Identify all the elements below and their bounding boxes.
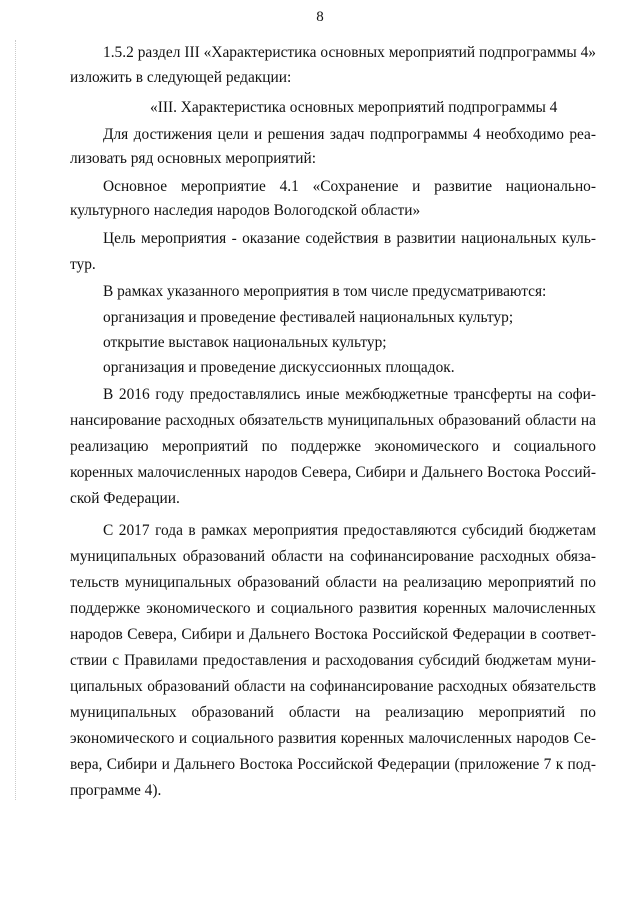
text-line: 1.5.2 раздел III «Характеристика основных мероприятий подпрограммы 4» [103, 44, 596, 61]
text-line: ской Федерации. [70, 490, 180, 507]
text-line: реализацию мероприятий по поддержке экономического и социального [70, 438, 596, 455]
text-line: В рамках указанного мероприятия в том числе предусматриваются: [103, 283, 547, 300]
text-line: В 2016 году предоставлялись иные межбюджетные трансферты на софи- [103, 386, 596, 403]
text-line: культурного наследия народов Вологодской области» [70, 202, 421, 219]
text-line: коренных малочисленных народов Севера, Сибири и Дальнего Востока Россий- [70, 464, 596, 481]
text-line: поддержке экономического и социального развития коренных малочисленных [70, 600, 596, 617]
text-line: экономического и социального развития коренных малочисленных народов Се- [70, 730, 596, 747]
text-line: Цель мероприятия - оказание содействия в развитии национальных куль- [103, 230, 596, 247]
text-line: Основное мероприятие 4.1 «Сохранение и развитие национально- [103, 178, 596, 195]
text-line: муниципальных образований области на софинансирование расходных обяза- [70, 548, 596, 565]
list-item: открытие выставок национальных культур; [103, 334, 387, 351]
text-line: вера, Сибири и Дальнего Востока Российской Федерации (приложение 7 к под- [70, 756, 596, 773]
text-line: муниципальных образований области на реализацию мероприятий по [70, 704, 596, 721]
section-heading: «III. Характеристика основных мероприятий подпрограммы 4 [150, 99, 558, 116]
text-line: С 2017 года в рамках мероприятия предоставляются субсидий бюджетам [103, 522, 596, 539]
text-line: народов Севера, Сибири и Дальнего Востока Российской Федерации в соответ- [70, 626, 596, 643]
text-line: изложить в следующей редакции: [70, 69, 292, 86]
text-line: Для достижения цели и решения задач подпрограммы 4 необходимо реа- [103, 126, 596, 143]
list-item: организация и проведение фестивалей национальных культур; [103, 309, 514, 326]
text-line: нансирование расходных обязательств муниципальных образований области на [70, 412, 596, 429]
text-line: лизовать ряд основных мероприятий: [70, 150, 317, 167]
page-number: 8 [316, 9, 324, 25]
list-item: организация и проведение дискуссионных площадок. [103, 359, 455, 376]
text-line: программе 4). [70, 782, 162, 799]
text-line: ципальных образований области на софинансирование расходных обязательств [70, 678, 596, 695]
text-line: тур. [70, 256, 96, 273]
scan-margin-rule [15, 40, 16, 800]
text-line: ствии с Правилами предоставления и расходования субсидий бюджетам муни- [70, 652, 596, 669]
text-line: тельств муниципальных образований области на реализацию мероприятий по [70, 574, 596, 591]
